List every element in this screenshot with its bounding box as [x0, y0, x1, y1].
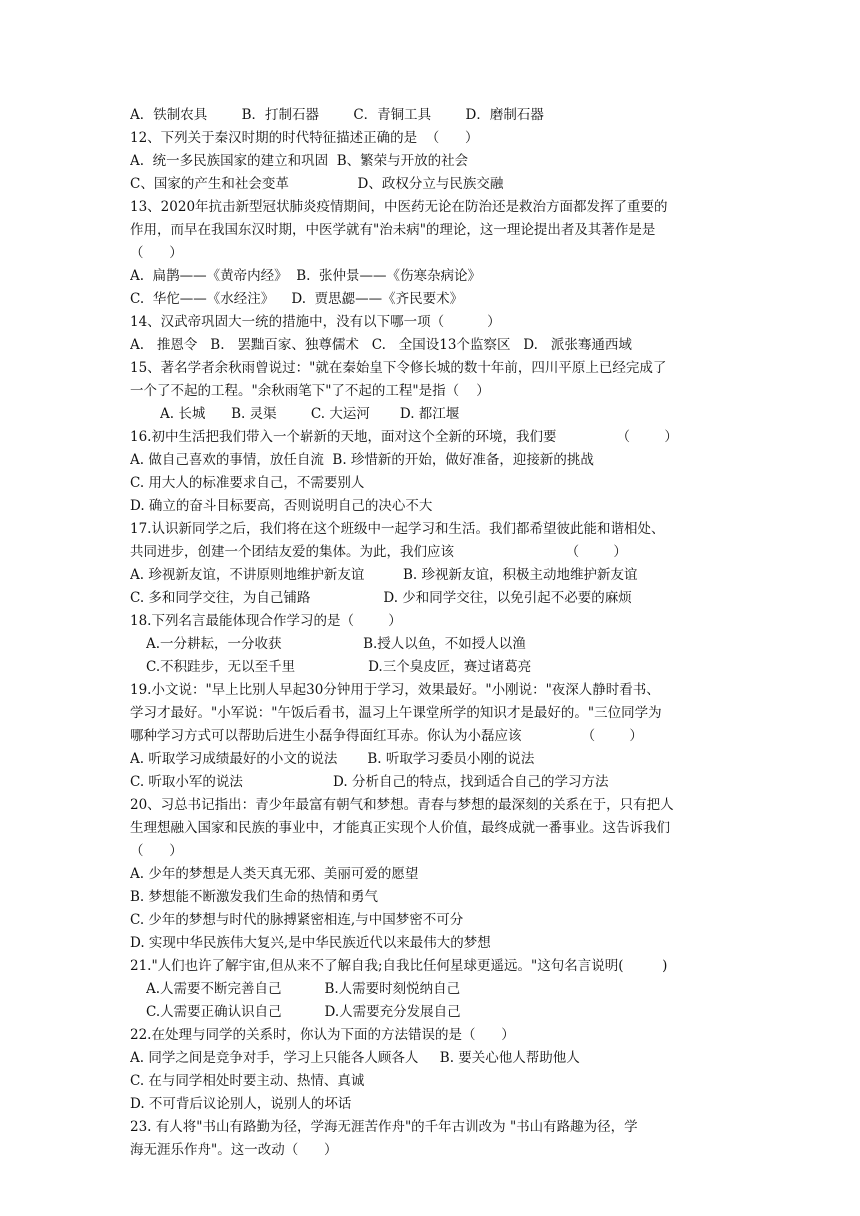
- q16-options-ab: A. 做自己喜欢的事情，放任自流 B. 珍惜新的开始，做好准备，迎接新的挑战: [130, 452, 594, 468]
- q19-stem-line2: 学习才最好。"小军说："午饭后看书，温习上午课堂所学的知识才是最好的。"三位同学为: [130, 705, 662, 721]
- q13-options-cd: C. 华佗——《水经注》 D. 贾思勰——《齐民要术》: [130, 291, 464, 307]
- q14-options: A. 推恩令 B. 罢黜百家、独尊儒术 C. 全国设13个监察区 D. 派张骞通西域: [130, 337, 632, 353]
- q21-options-ab: A.人需要不断完善自己 B.人需要时刻悦纳自己: [146, 981, 461, 997]
- q12-options-ab: A. 统一多民族国家的建立和巩固 B、繁荣与开放的社会: [130, 153, 469, 169]
- q13-stem-line1: 13、2020年抗击新型冠状肺炎疫情期间，中医药无论在防治还是救治方面都发挥了重要的: [130, 199, 668, 215]
- q20-option-d: D. 实现中华民族伟大复兴,是中华民族近代以来最伟大的梦想: [130, 935, 491, 951]
- q20-stem-line3: （ ）: [130, 843, 183, 859]
- q16-option-c: C. 用大人的标准要求自己，不需要别人: [130, 475, 365, 491]
- q11-options: A．铁制农具 B．打制石器 C．青铜工具 D．磨制石器: [130, 107, 544, 123]
- q22-option-c: C. 在与同学相处时要主动、热情、真诚: [130, 1073, 365, 1089]
- q12-options-cd: C、国家的产生和社会变革 D、政权分立与民族交融: [130, 176, 504, 192]
- q23-stem-line2: 海无涯乐作舟"。这一改动（ ）: [130, 1142, 338, 1158]
- q20-option-b: B. 梦想能不断激发我们生命的热情和勇气: [130, 889, 379, 905]
- q13-options-ab: A. 扁鹊——《黄帝内经》 B. 张仲景——《伤寒杂病论》: [130, 268, 481, 284]
- q22-option-d: D. 不可背后议论别人，说别人的坏话: [130, 1096, 352, 1112]
- q19-options-ab: A. 听取学习成绩最好的小文的说法 B. 听取学习委员小刚的说法: [130, 751, 535, 767]
- q15-stem-line1: 15、著名学者余秋雨曾说过："就在秦始皇下令修长城的数十年前，四川平原上已经完成了: [130, 360, 667, 376]
- q13-stem-line2: 作用，而早在我国东汉时期，中医学就有"治未病"的理论，这一理论提出者及其著作是是: [130, 222, 656, 238]
- q15-stem-line2: 一个了不起的工程。"余秋雨笔下"了不起的工程"是指（ ）: [130, 383, 490, 399]
- q15-options: A. 长城 B. 灵渠 C. 大运河 D. 都江堰: [160, 406, 460, 422]
- q22-stem: 22.在处理与同学的关系时，你认为下面的方法错误的是（ ）: [130, 1027, 515, 1043]
- q20-stem-line1: 20、习总书记指出：青少年最富有朝气和梦想。青春与梦想的最深刻的关系在于，只有把人: [130, 797, 674, 813]
- q17-options-cd: C. 多和同学交往，为自己铺路 D. 少和同学交往，以免引起不必要的麻烦: [130, 590, 632, 606]
- q23-stem-line1: 23. 有人将"书山有路勤为径，学海无涯苦作舟"的千年古训改为 "书山有路趣为径，学: [130, 1119, 638, 1135]
- q17-options-ab: A. 珍视新友谊，不讲原则地维护新友谊 B. 珍视新友谊，积极主动地维护新友谊: [130, 567, 638, 583]
- q18-options-cd: C.不积跬步，无以至千里 D.三个臭皮匠，赛过诸葛亮: [146, 659, 532, 675]
- q16-option-d: D. 确立的奋斗目标要高，否则说明自己的决心不大: [130, 498, 433, 514]
- q13-stem-line3: （ ）: [130, 245, 183, 261]
- q14-stem: 14、汉武帝巩固大一统的措施中，没有以下哪一项（ ）: [130, 314, 501, 330]
- q18-stem: 18.下列名言最能体现合作学习的是（ ）: [130, 613, 402, 629]
- q20-option-a: A. 少年的梦想是人类天真无邪、美丽可爱的愿望: [130, 866, 419, 882]
- q19-stem-line3: 哪种学习方式可以帮助后进生小磊争得面红耳赤。你认为小磊应该 （ ）: [130, 728, 643, 744]
- q18-options-ab: A.一分耕耘，一分收获 B.授人以鱼，不如授人以渔: [146, 636, 526, 652]
- q19-stem-line1: 19.小文说："早上比别人早起30分钟用于学习，效果最好。"小刚说："夜深人静时看书、: [130, 682, 660, 698]
- q12-stem: 12、下列关于秦汉时期的时代特征描述正确的是 （ ）: [130, 130, 479, 146]
- q22-options-ab: A. 同学之间是竞争对手，学习上只能各人顾各人 B. 要关心他人帮助他人: [130, 1050, 580, 1066]
- q19-options-cd: C. 听取小军的说法 D. 分析自己的特点，找到适合自己的学习方法: [130, 774, 609, 790]
- q21-stem: 21."人们也许了解宇宙,但从来不了解自我;自我比任何星球更遥远。"这句名言说明( ): [130, 958, 668, 974]
- q17-stem-line1: 17.认识新同学之后，我们将在这个班级中一起学习和生活。我们都希望彼此能和谐相处、: [130, 521, 665, 537]
- q17-stem-line2: 共同进步，创建一个团结友爱的集体。为此，我们应该 （ ）: [130, 544, 627, 560]
- q20-stem-line2: 生理想融入国家和民族的事业中，才能真正实现个人价值，最终成就一番事业。这告诉我们: [130, 820, 670, 836]
- q21-options-cd: C.人需要正确认识自己 D.人需要充分发展自己: [146, 1004, 461, 1020]
- q16-stem: 16.初中生活把我们带入一个崭新的天地，面对这个全新的环境，我们要 （ ）: [130, 429, 678, 445]
- q20-option-c: C. 少年的梦想与时代的脉搏紧密相连,与中国梦密不可分: [130, 912, 464, 928]
